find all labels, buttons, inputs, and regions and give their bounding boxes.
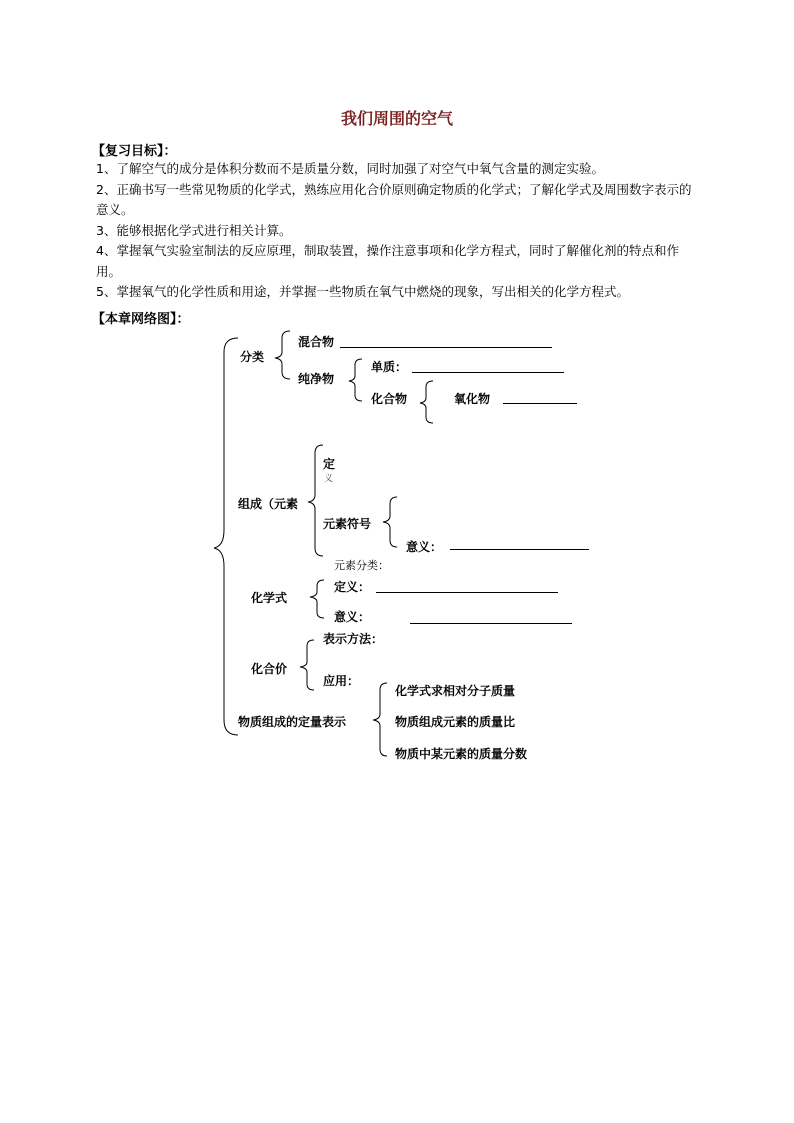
tree-valence-use: 应用： [323,674,360,688]
tree-classify: 分类 [240,350,265,364]
tree-quant-item: 物质中某元素的质量分数 [395,747,528,761]
tree-definition: 定 [323,457,336,471]
tree-formula-meaning: 意义： [334,610,371,624]
tree-element-substance: 单质： [371,360,408,374]
tree-valence: 化合价 [251,662,288,676]
blank-line [412,372,564,373]
tree-quant-item: 化学式求相对分子质量 [395,684,516,698]
tree-element-symbol: 元素符号 [323,517,372,531]
tree-valence-method: 表示方法： [323,632,384,646]
tree-pure: 纯净物 [298,372,335,386]
network-heading: 【本章网络图】： [92,312,190,327]
tree-formula: 化学式 [251,591,288,605]
blank-line [340,347,552,348]
tree-element-class: 元素分类： [334,559,389,572]
objective-item: 2、正确书写一些常见物质的化学式，熟练应用化合价原则确定物质的化学式；了解化学式及周围数字表示的意义。 [96,181,692,217]
blank-line [450,549,589,550]
blank-line [410,623,572,624]
tree-compound: 化合物 [371,392,408,406]
tree-quant-item: 物质组成元素的质量比 [395,715,516,729]
tree-oxide: 氧化物 [454,392,491,406]
tree-meaning: 意义： [406,540,443,554]
tree-mixture: 混合物 [298,335,335,349]
objectives-heading: 【复习目标】： [92,144,177,159]
page-title: 我们周围的空气 [340,109,453,128]
blank-line [376,592,558,593]
tree-definition-cut: 义 [324,474,334,484]
blank-line [503,403,577,404]
objective-item: 4、掌握氧气实验室制法的反应原理，制取装置，操作注意事项和化学方程式，同时了解催化剂的特点和作用。 [96,243,679,279]
objective-item: 3、能够根据化学式进行相关计算。 [96,222,292,238]
tree-formula-definition: 定义： [334,580,371,594]
tree-quantitative: 物质组成的定量表示 [238,715,347,729]
objective-item: 1、了解空气的成分是体积分数而不是质量分数，同时加强了对空气中氧气含量的测定实验。 [96,161,604,176]
objective-item: 5、掌握氧气的化学性质和用途，并掌握一些物质在氧气中燃烧的现象，写出相关的化学方程式。 [96,284,629,299]
tree-composition: 组成（元素 [238,497,299,511]
